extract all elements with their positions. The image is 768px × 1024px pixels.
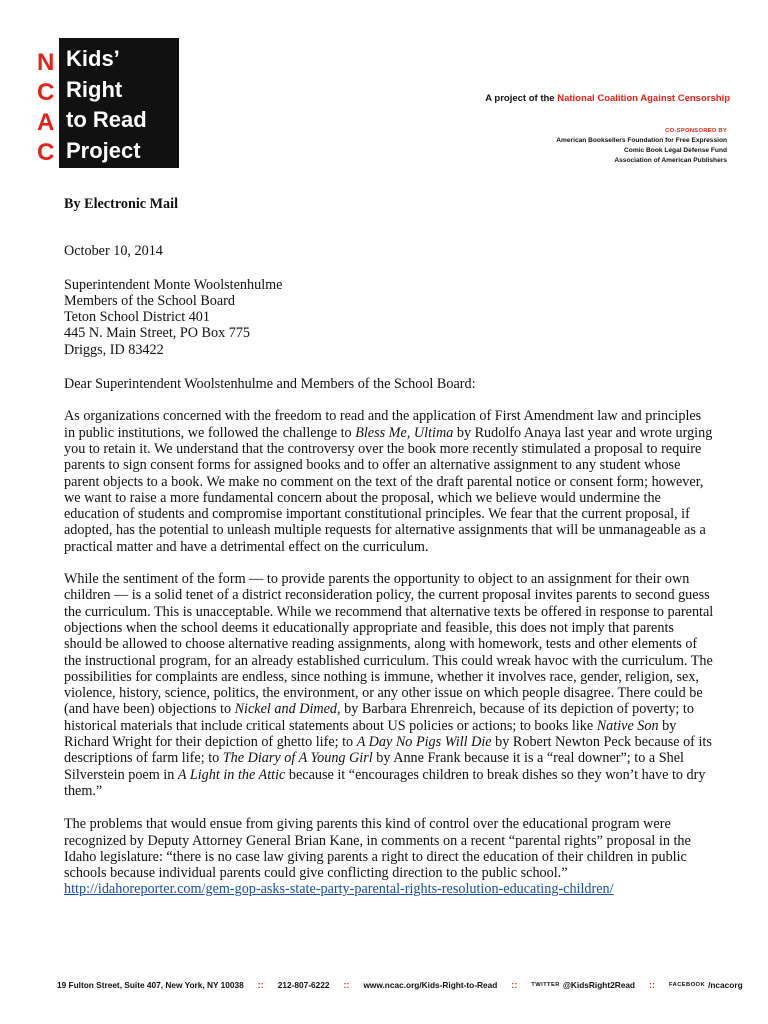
cosponsor-item: Comic Book Legal Defense Fund bbox=[624, 147, 727, 154]
logo-line: to Read bbox=[66, 107, 147, 132]
paragraph-1 bbox=[64, 408, 714, 555]
paragraph-3 bbox=[64, 816, 714, 897]
cosponsor-item: Association of American Publishers bbox=[614, 157, 727, 164]
idahoreporter-link[interactable]: http://idahoreporter.com/gem-gop-asks-state-party-parental-rights-resolution-educating-children/ bbox=[64, 881, 614, 898]
text-run: As organizations concerned with the freedom to read and the application of First Amendment law and principles in public institutions, we followed the challenge to bbox=[64, 408, 702, 441]
ncac-letter: N bbox=[37, 49, 55, 76]
book-title: Native Son bbox=[596, 717, 659, 734]
text-run: by Barbara Ehrenreich, because of its depiction of poverty; to historical materials that include critical statements about US policies or actions; to books like bbox=[64, 701, 694, 734]
ncac-letter: C bbox=[37, 139, 55, 166]
project-of-prefix: A project of the bbox=[485, 93, 558, 104]
book-title: A Day No Pigs Will Die bbox=[356, 734, 492, 751]
text-run: by Rudolfo Anaya last year and wrote urging you to retain it. We understand that the controversy over the book more recently stimulated a proposal to require parents to sign consent forms for assigned books and to offer an alternative assignment to any student whose parent objects to a book. We make no comment on the text of the draft parental notice or consent form; however, we want to raise a more fundamental concern about the proposal, which we believe would undermine the education of students and compromise important constitutional principles. We fear that the current proposal, if adopted, has the potential to unleash multiple requests for alternative assignments that will be unmanageable as a practical matter and have a detrimental effect on the curriculum. bbox=[64, 424, 713, 555]
footer-address: 19 Fulton Street, Suite 407, New York, NY 10038 bbox=[57, 980, 244, 990]
cosponsors-block bbox=[556, 126, 727, 166]
project-of-org: National Coalition Against Censorship bbox=[557, 93, 730, 104]
footer-twitter[interactable]: @KidsRight2Read bbox=[562, 980, 635, 990]
footer-phone: 212-807-6222 bbox=[277, 980, 330, 990]
text-run: by Richard Wright for their depiction of ghetto life; to bbox=[64, 717, 677, 751]
footer-website[interactable]: www.ncac.org/Kids-Right-to-Read bbox=[363, 980, 498, 990]
address-line: Driggs, ID 83422 bbox=[64, 341, 164, 358]
salutation: Dear Superintendent Woolstenhulme and Members of the School Board: bbox=[64, 376, 476, 393]
book-title: Bless Me, Ultima bbox=[355, 424, 454, 441]
recipient-address bbox=[64, 277, 714, 358]
cosponsor-item: American Booksellers Foundation for Free Expression bbox=[556, 137, 727, 144]
project-of-line bbox=[485, 93, 730, 104]
book-title: Nickel and Dimed, bbox=[234, 701, 341, 718]
logo-line: Project bbox=[66, 137, 141, 163]
footer-facebook[interactable]: /ncacorg bbox=[708, 980, 743, 990]
logo-line: Right bbox=[66, 76, 123, 102]
delivery-method: By Electronic Mail bbox=[64, 196, 179, 212]
text-run: because it “encourages children to break dishes so they won’t have to dry them.” bbox=[64, 766, 706, 799]
address-line: Superintendent Monte Woolstenhulme bbox=[64, 276, 283, 293]
ncac-letter: A bbox=[37, 109, 55, 136]
facebook-label: FACEBOOK bbox=[669, 982, 706, 988]
ncac-letter: C bbox=[37, 79, 55, 106]
text-run: by Robert Newton Peck because of its descriptions of farm life; to bbox=[64, 734, 712, 767]
letter-body bbox=[64, 196, 714, 898]
address-line: Teton School District 401 bbox=[64, 309, 210, 326]
footer-separator: :: bbox=[343, 980, 350, 990]
footer-contact-bar bbox=[57, 980, 743, 990]
text-run: by Anne Frank because it is a “real downer”; to a Shel Silverstein poem in bbox=[64, 750, 684, 783]
footer-separator: :: bbox=[511, 980, 518, 990]
kids-right-to-read-logo bbox=[59, 38, 179, 168]
footer-separator: :: bbox=[257, 980, 264, 990]
paragraph-2 bbox=[64, 571, 714, 799]
address-line: 445 N. Main Street, PO Box 775 bbox=[64, 325, 251, 342]
text-run: The problems that would ensue from giving parents this kind of control over the educational program were recognized by Deputy Attorney General Brian Kane, in comments on a recent “parental rights” proposal in the Idaho legislature: “there is no case law giving parents a right to direct the education of their children in public schools because individual parents could give conflicting direction to the public school.” bbox=[64, 816, 691, 882]
twitter-label: TWITTER bbox=[531, 982, 560, 988]
book-title: The Diary of A Young Girl bbox=[222, 750, 373, 767]
address-line: Members of the School Board bbox=[64, 292, 236, 309]
text-run: While the sentiment of the form — to provide parents the opportunity to object to an assignment for their own children — is a solid tenet of a district reconsideration policy, the current proposal invites parents to second guess the curriculum. This is unacceptable. While we recommend that alternative texts be offered in response to parental objections when the school deems it educationally appropriate and feasible, this does not imply that parents should be allowed to choose alternative reading assignments, along with homework, tests and other elements of the instructional program, for an already established curriculum. This could wreak havoc with the curriculum. The possibilities for complaints are endless, since nothing is immune, whether it involves race, gender, religion, sex, violence, history, science, politics, the environment, or any other issue on which people disagree. There could be (and have been) objections to bbox=[64, 571, 714, 718]
letter-date: October 10, 2014 bbox=[64, 243, 163, 260]
ncac-logo-letters bbox=[37, 48, 57, 168]
logo-line: Kids’ bbox=[66, 46, 120, 71]
book-title: A Light in the Attic bbox=[177, 766, 286, 783]
footer-separator: :: bbox=[649, 980, 655, 990]
cosponsored-by-label: CO-SPONSORED BY bbox=[665, 128, 727, 134]
